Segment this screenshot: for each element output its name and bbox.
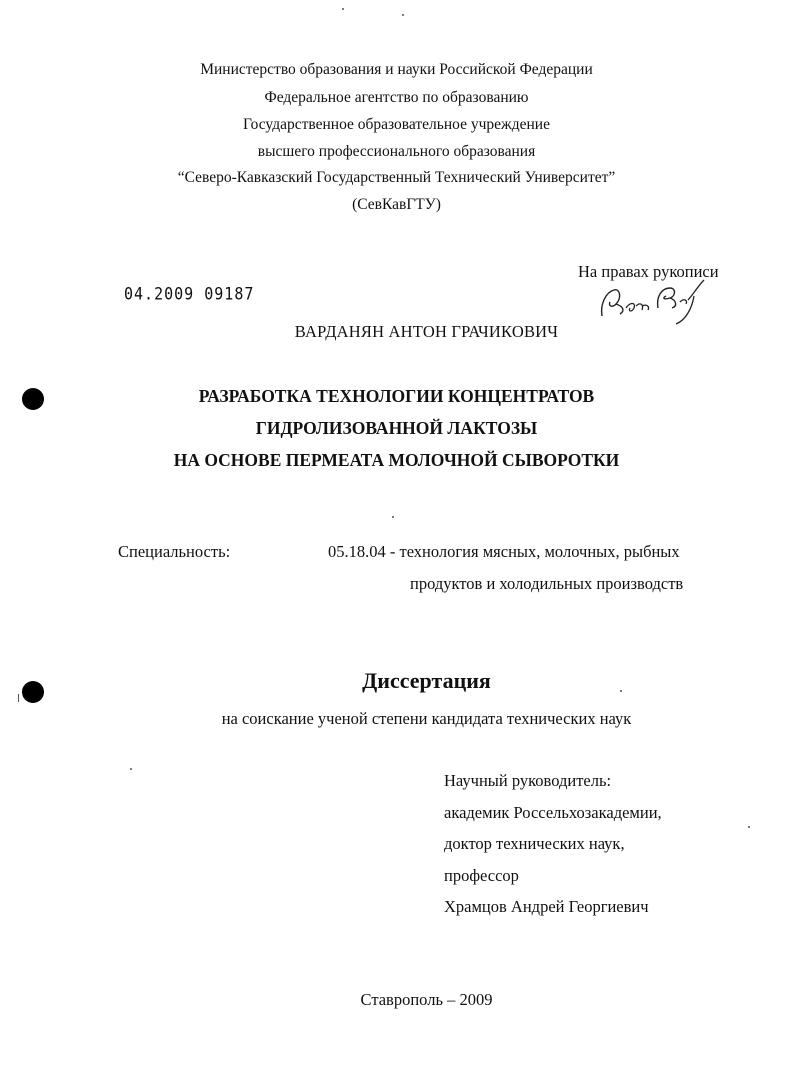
scan-speck xyxy=(392,516,394,518)
agency-line: Федеральное агентство по образованию xyxy=(264,89,529,106)
punch-hole-bottom xyxy=(22,681,44,703)
punch-hole-top xyxy=(22,388,44,410)
advisor-label: Научный руководитель: xyxy=(444,771,612,790)
university-name-line: “Северо-Кавказский Государственный Технический Университет” xyxy=(177,169,616,186)
advisor-title-professor: профессор xyxy=(444,866,519,885)
author-name: ВАРДАНЯН АНТОН ГРАЧИКОВИЧ xyxy=(294,322,559,341)
advisor-title-doctor: доктор технических наук, xyxy=(444,834,625,853)
advisor-title-academic: академик Россельхозакадемии, xyxy=(444,803,662,822)
university-abbrev-line: (СевКавГТУ) xyxy=(352,196,441,213)
scan-speck xyxy=(18,694,19,702)
specialty-name-line: продуктов и холодильных производств xyxy=(410,574,684,593)
signature-image xyxy=(592,276,712,328)
specialty-label: Специальность: xyxy=(118,542,231,561)
thesis-title-line-3: НА ОСНОВЕ ПЕРМЕАТА МОЛОЧНОЙ СЫВОРОТКИ xyxy=(173,450,620,470)
education-level-line: высшего профессионального образования xyxy=(257,143,536,160)
scan-speck xyxy=(342,8,344,10)
ministry-line: Министерство образования и науки Российской Федерации xyxy=(200,61,593,78)
city-year: Ставрополь – 2009 xyxy=(360,990,493,1009)
advisor-name: Храмцов Андрей Георгиевич xyxy=(444,897,649,916)
dissertation-heading: Диссертация xyxy=(362,668,491,693)
degree-subtitle: на соискание ученой степени кандидата технических наук xyxy=(221,709,632,728)
scan-speck xyxy=(748,826,750,828)
scan-speck xyxy=(130,768,132,770)
thesis-title-line-1: РАЗРАБОТКА ТЕХНОЛОГИИ КОНЦЕНТРАТОВ xyxy=(198,386,595,406)
manuscript-note: На правах рукописи xyxy=(578,262,719,281)
registration-stamp: 04.2009 09187 xyxy=(124,283,255,305)
institution-type-line: Государственное образовательное учреждение xyxy=(243,116,550,133)
specialty-code-line: 05.18.04 - технология мясных, молочных, рыбных xyxy=(328,542,680,561)
scan-speck xyxy=(402,14,404,16)
scan-speck xyxy=(620,690,622,692)
thesis-title-line-2: ГИДРОЛИЗОВАННОЙ ЛАКТОЗЫ xyxy=(255,418,538,438)
